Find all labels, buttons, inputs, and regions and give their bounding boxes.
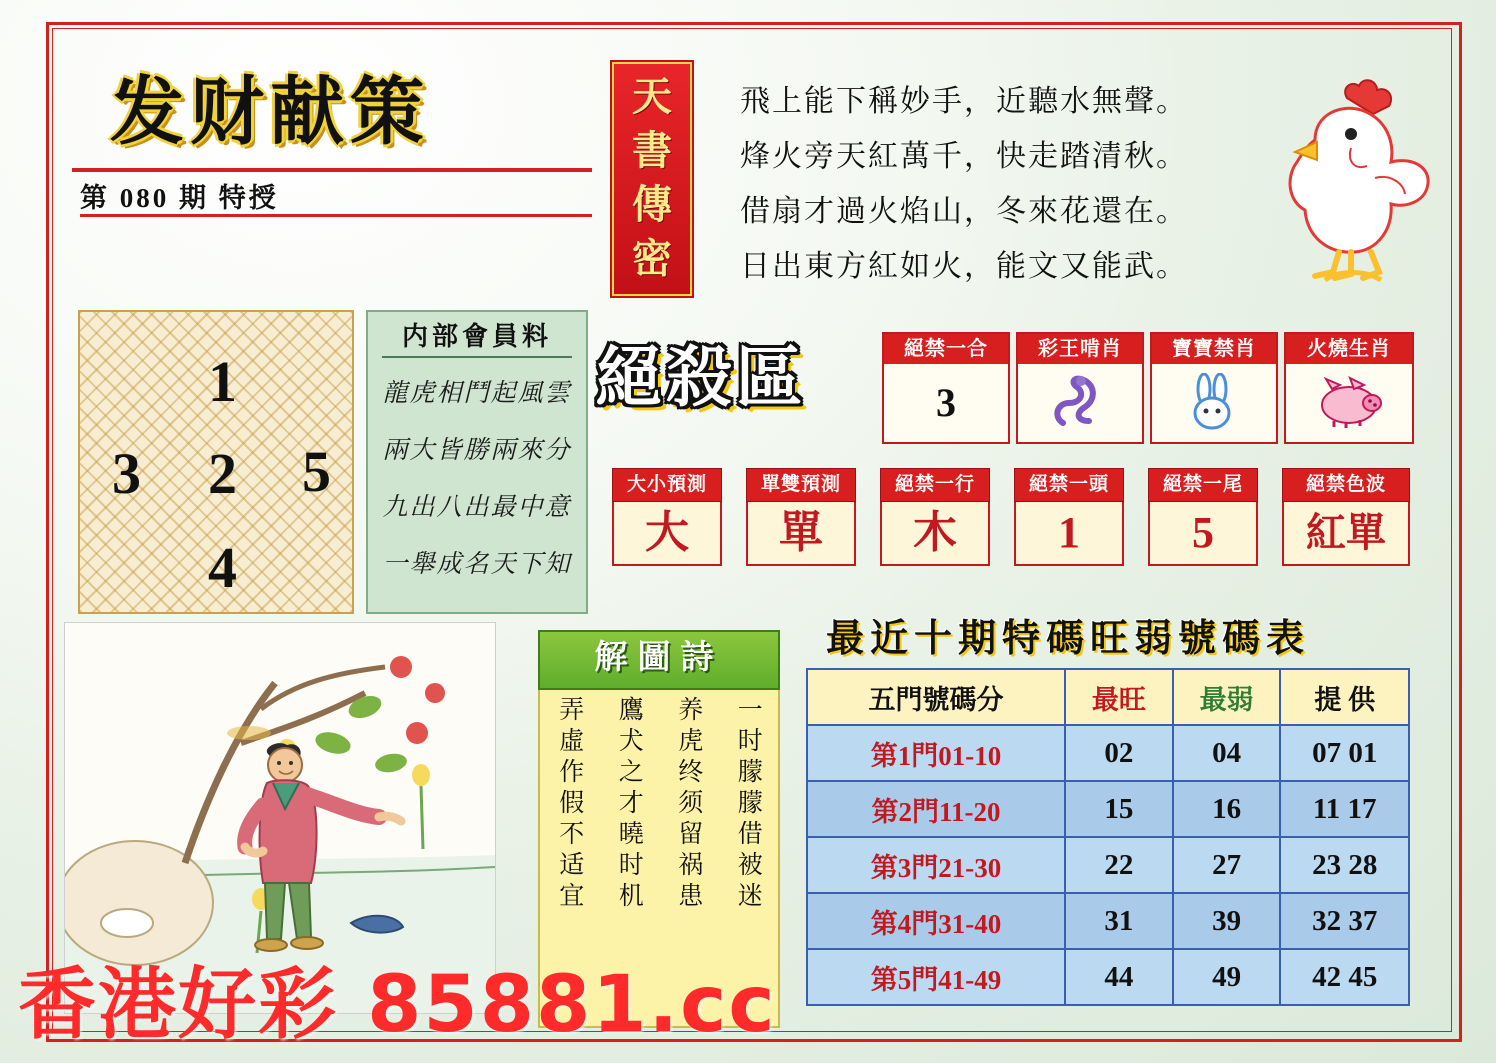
zodiac-card-3 <box>1284 332 1414 444</box>
grid-number-1: 1 <box>208 349 237 414</box>
lucky-number-grid <box>78 310 354 614</box>
row-cold: 27 <box>1173 837 1281 893</box>
row-supply: 32 37 <box>1280 893 1409 949</box>
row-supply: 11 17 <box>1280 781 1409 837</box>
title-divider <box>72 168 592 172</box>
grid-number-5: 5 <box>302 439 331 504</box>
watermark-text: 香港好彩 85881.cc <box>18 960 777 1050</box>
table-row <box>807 781 1409 837</box>
poem-block <box>740 74 1220 294</box>
jue-sha-qu-title: 絕殺區 <box>596 339 806 416</box>
predict-card-4-value: 5 <box>1148 502 1258 566</box>
predict-card-1 <box>746 468 856 566</box>
issue-label: 第 080 期 特授 <box>80 183 279 213</box>
jietu-column-2: 养虎终须留祸患 <box>674 696 704 913</box>
row-label: 第4門31-40 <box>807 893 1065 949</box>
table-row <box>807 725 1409 781</box>
row-hot: 31 <box>1065 893 1173 949</box>
row-cold: 39 <box>1173 893 1281 949</box>
member-line-1: 龍虎相鬥起風雲 <box>382 378 572 407</box>
grid-number-4: 4 <box>208 535 237 600</box>
predict-card-2 <box>880 468 990 566</box>
banner-text: 天書傳密 <box>632 73 672 282</box>
predict-card-1-value: 單 <box>746 502 856 566</box>
member-line-2: 兩大皆勝兩來分 <box>382 435 572 464</box>
zodiac-card-3-label: 火燒生肖 <box>1286 334 1412 364</box>
poem-line-2: 烽火旁天紅萬千，快走踏清秋。 <box>740 140 1188 173</box>
predict-card-0 <box>612 468 722 566</box>
pig-icon <box>1286 364 1412 440</box>
stats-title: 最近十期特碼旺弱號碼表 <box>826 616 1311 660</box>
predict-card-2-label: 絕禁一行 <box>880 468 990 502</box>
issue-divider <box>80 214 592 217</box>
predict-card-3-label: 絕禁一頭 <box>1014 468 1124 502</box>
jietu-column-4: 弄虛作假不适宜 <box>555 696 585 913</box>
member-info-box <box>366 310 588 614</box>
jietu-column-3: 鷹犬之才曉时机 <box>615 696 645 913</box>
predict-card-3-value: 1 <box>1014 502 1124 566</box>
row-label: 第3門21-30 <box>807 837 1065 893</box>
header-supply: 提 供 <box>1280 669 1409 725</box>
row-cold: 04 <box>1173 725 1281 781</box>
row-supply: 42 45 <box>1280 949 1409 1005</box>
member-line-3: 九出八出最中意 <box>382 492 572 521</box>
jietu-title: 解圖詩 <box>594 640 724 676</box>
zodiac-card-0-value: 3 <box>936 379 956 425</box>
zodiac-card-0-label: 絕禁一合 <box>884 334 1008 364</box>
jietu-column-1: 一时朦朦借被迷 <box>734 696 764 913</box>
grid-number-3: 3 <box>112 441 141 506</box>
row-supply: 23 28 <box>1280 837 1409 893</box>
zodiac-card-2 <box>1150 332 1278 444</box>
row-hot: 44 <box>1065 949 1173 1005</box>
page-title: 发财献策 <box>110 69 430 155</box>
grid-number-2: 2 <box>208 441 237 506</box>
member-lines <box>368 364 586 592</box>
jietu-title-bar <box>538 630 780 690</box>
row-label: 第1門01-10 <box>807 725 1065 781</box>
member-line-4: 一舉成名天下知 <box>382 549 572 578</box>
row-supply: 07 01 <box>1280 725 1409 781</box>
header-hot: 最旺 <box>1065 669 1173 725</box>
snake-icon <box>1018 364 1142 440</box>
poem-line-4: 日出東方紅如火，能文又能武。 <box>740 250 1188 283</box>
rabbit-icon <box>1152 364 1276 440</box>
poem-line-1: 飛上能下稱妙手，近聽水無聲。 <box>740 85 1188 118</box>
predict-card-5-label: 絕禁色波 <box>1282 468 1410 502</box>
issue-row <box>80 176 600 216</box>
row-hot: 15 <box>1065 781 1173 837</box>
predict-card-0-label: 大小預測 <box>612 468 722 502</box>
predict-card-4 <box>1148 468 1258 566</box>
member-title: 内部會員料 <box>401 322 552 351</box>
zodiac-card-2-label: 寶寶禁肖 <box>1152 334 1276 364</box>
header-group: 五門號碼分 <box>807 669 1065 725</box>
predict-card-5-value: 紅單 <box>1282 502 1410 566</box>
table-header-row <box>807 669 1409 725</box>
row-cold: 49 <box>1173 949 1281 1005</box>
zodiac-card-0 <box>882 332 1010 444</box>
row-hot: 02 <box>1065 725 1173 781</box>
row-cold: 16 <box>1173 781 1281 837</box>
zodiac-card-1-label: 彩王啃肖 <box>1018 334 1142 364</box>
row-hot: 22 <box>1065 837 1173 893</box>
predict-card-2-value: 木 <box>880 502 990 566</box>
member-divider <box>382 356 572 358</box>
table-row <box>807 893 1409 949</box>
predict-card-1-label: 單雙預測 <box>746 468 856 502</box>
header-cold: 最弱 <box>1173 669 1281 725</box>
vertical-banner <box>612 62 692 296</box>
predict-card-4-label: 絕禁一尾 <box>1148 468 1258 502</box>
rooster-icon <box>1255 70 1440 290</box>
predict-card-5 <box>1282 468 1410 566</box>
table-row <box>807 837 1409 893</box>
predict-card-3 <box>1014 468 1124 566</box>
row-label: 第5門41-49 <box>807 949 1065 1005</box>
zodiac-card-1 <box>1016 332 1144 444</box>
predict-card-0-value: 大 <box>612 502 722 566</box>
row-label: 第2門11-20 <box>807 781 1065 837</box>
poem-line-3: 借扇才過火焰山，冬來花還在。 <box>740 195 1188 228</box>
